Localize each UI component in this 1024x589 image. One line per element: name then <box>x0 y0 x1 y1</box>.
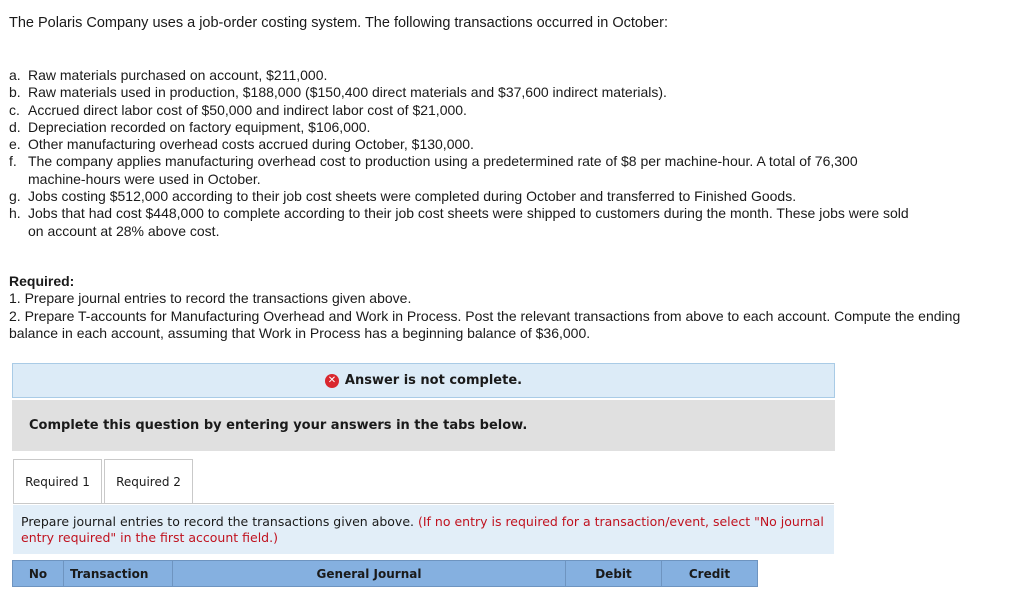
problem-intro: The Polaris Company uses a job-order costing system. The following transactions occurred in October: <box>9 15 668 31</box>
required-item-2: 2. Prepare T-accounts for Manufacturing Overhead and Work in Process. Post the relevant transactions from above to each account. Compute the ending balance in each account, assuming that Work in Process has a beginning balance of $36,000. <box>9 307 961 341</box>
transaction-item <box>9 205 909 240</box>
transaction-text: Jobs costing $512,000 according to their job cost sheets were completed during October and transferred to Finished Goods. <box>28 188 797 205</box>
transaction-text: Jobs that had cost $448,000 to complete according to their job cost sheets were shipped to customers during the month. These jobs were sold on account at 28% above cost. <box>28 205 909 239</box>
answer-status-text: Answer is not complete. <box>344 373 523 388</box>
transaction-letter: e. <box>9 136 21 153</box>
transaction-item <box>9 188 909 205</box>
col-header-no: No <box>13 561 64 587</box>
tab-divider <box>13 503 834 504</box>
transaction-letter: h. <box>9 205 21 222</box>
transaction-item <box>9 153 909 188</box>
transaction-item <box>9 67 909 84</box>
required-item-1: 1. Prepare journal entries to record the transactions given above. <box>9 290 412 307</box>
instruction-text: Complete this question by entering your answers in the tabs below. <box>29 418 528 433</box>
journal-header-row <box>13 561 758 587</box>
prompt-note: (If no entry is required for a transaction/event, select "No journal entry required" in the first account field.) <box>21 514 824 545</box>
transaction-text: Raw materials used in production, $188,000 ($150,400 direct materials and $37,600 indirect materials). <box>28 84 667 101</box>
required-section <box>9 273 1009 342</box>
transaction-item <box>9 119 909 136</box>
transaction-text: The company applies manufacturing overhead cost to production using a predetermined rate of $8 per machine-hour. A total of 76,300 machine-hours were used in October. <box>28 153 858 187</box>
transaction-text: Raw materials purchased on account, $211,000. <box>28 67 328 83</box>
transaction-letter: a. <box>9 67 21 83</box>
transaction-letter: d. <box>9 118 21 135</box>
tab-required-1[interactable]: Required 1 <box>13 459 102 504</box>
x-circle-icon: ✕ <box>325 374 339 388</box>
col-header-debit: Debit <box>566 561 662 587</box>
transaction-text: Accrued direct labor cost of $50,000 and indirect labor cost of $21,000. <box>28 101 467 118</box>
transaction-list <box>9 67 909 240</box>
col-header-credit: Credit <box>662 561 758 587</box>
transaction-letter: c. <box>9 101 20 118</box>
transaction-text: Other manufacturing overhead costs accrued during October, $130,000. <box>28 136 474 153</box>
journal-table <box>12 560 758 587</box>
tab-required-2[interactable]: Required 2 <box>104 459 193 504</box>
tab-prompt <box>13 505 834 554</box>
transaction-item <box>9 136 909 153</box>
answer-status-bar <box>12 363 835 398</box>
transaction-text: Depreciation recorded on factory equipment, $106,000. <box>28 118 371 135</box>
transaction-letter: b. <box>9 84 21 101</box>
col-header-general-journal: General Journal <box>173 561 566 587</box>
instruction-box <box>12 400 835 451</box>
transaction-letter: f. <box>9 153 17 170</box>
transaction-letter: g. <box>9 188 21 205</box>
transaction-item <box>9 102 909 119</box>
prompt-text: Prepare journal entries to record the transactions given above. <box>21 514 414 529</box>
col-header-transaction: Transaction <box>64 561 173 587</box>
tab-bar <box>13 459 193 504</box>
required-heading: Required: <box>9 273 75 289</box>
transaction-item <box>9 84 909 101</box>
